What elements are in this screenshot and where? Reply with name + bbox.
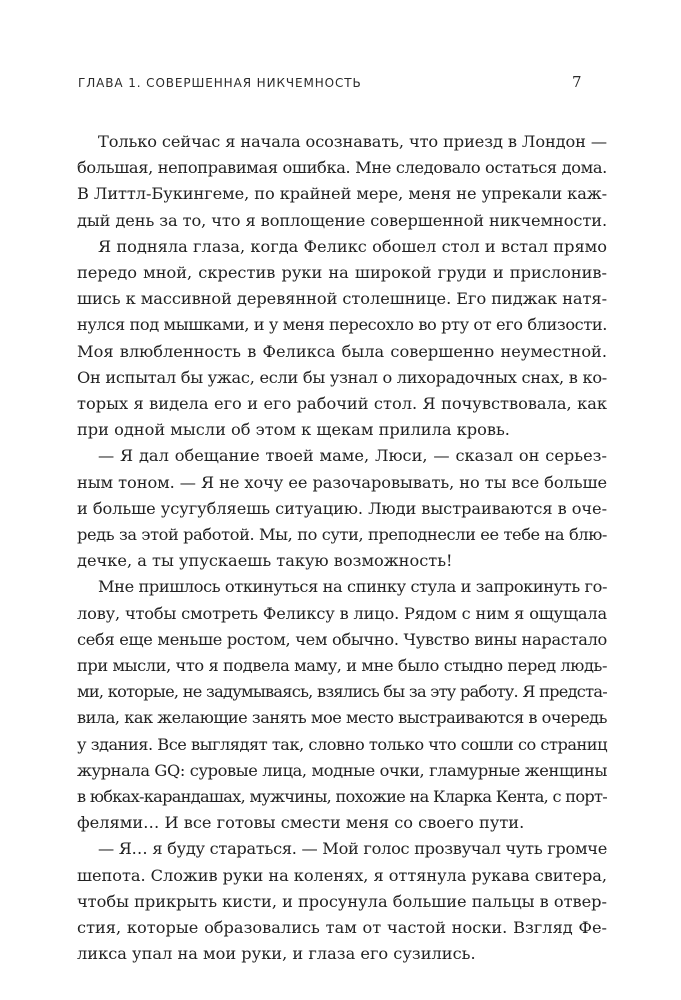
text-line: шепота. Сложив руки на коленях, я оттянула рукава свитера, xyxy=(77,865,607,885)
text-line: вила, как желающие занять мое место выстраиваются в очередь xyxy=(77,708,607,728)
text-line: редь за этой работой. Мы, по сути, преподнесли ее тебе на блю- xyxy=(77,525,607,545)
text-line: фелями… И все готовы смести меня со своего пути. xyxy=(77,813,525,833)
text-line: ным тоном. — Я не хочу ее разочаровывать, но ты все больше xyxy=(77,472,607,492)
text-line: Он испытал бы ужас, если бы узнал о лихорадочных снах, в ко- xyxy=(77,367,607,387)
text-line: при одной мысли об этом к щекам прилила кровь. xyxy=(77,420,510,440)
text-line: при мысли, что я подвела маму, и мне было стыдно перед людь- xyxy=(77,656,608,676)
text-line: и больше усугубляешь ситуацию. Люди выстраиваются в оче- xyxy=(77,498,607,518)
text-line: дечке, а ты упускаешь такую возможность! xyxy=(77,551,453,571)
body-text xyxy=(77,129,607,968)
text-line: В Литтл-Букингеме, по крайней мере, меня не упрекали каж- xyxy=(77,184,607,204)
text-line: Моя влюбленность в Феликса была совершенно неуместной. xyxy=(77,341,607,361)
text-line: журнала GQ: суровые лица, модные очки, гламурные женщины xyxy=(77,760,607,780)
text-line: нулся под мышками, и у меня пересохло во рту от его близости. xyxy=(77,315,607,335)
text-line: торых я видела его и его рабочий стол. Я почувствовала, как xyxy=(77,394,607,414)
text-line: стия, которые образовались там от частой носки. Взгляд Фе- xyxy=(77,918,607,938)
text-line: шись к массивной деревянной столешнице. Его пиджак натя- xyxy=(77,289,607,309)
text-line: Я подняла глаза, когда Феликс обошел стол и встал прямо xyxy=(98,236,607,256)
text-line: передо мной, скрестив руки на широкой груди и прислонив- xyxy=(77,263,607,283)
text-line: лову, чтобы смотреть Феликсу в лицо. Рядом с ним я ощущала xyxy=(77,603,608,623)
text-line: — Я дал обещание твоей маме, Люси, — сказал он серьез- xyxy=(98,446,607,466)
running-head: ГЛАВА 1. СОВЕРШЕННАЯ НИКЧЕМНОСТЬ xyxy=(78,76,362,90)
text-line: у здания. Все выглядят так, словно только что сошли со страниц xyxy=(77,734,608,754)
text-line: ликса упал на мои руки, и глаза его сузились. xyxy=(77,944,476,964)
text-line: чтобы прикрыть кисти, и просунула большие пальцы в отвер- xyxy=(77,891,607,911)
text-line: дый день за то, что я воплощение совершенной никчемности. xyxy=(77,210,608,230)
text-line: — Я… я буду стараться. — Мой голос прозвучал чуть громче xyxy=(98,839,607,859)
text-line: большая, непоправимая ошибка. Мне следовало остаться дома. xyxy=(77,158,607,178)
text-line: ми, которые, не задумываясь, взялись бы за эту работу. Я предста- xyxy=(77,682,607,702)
page-number: 7 xyxy=(572,73,582,91)
text-line: Только сейчас я начала осознавать, что приезд в Лондон — xyxy=(98,132,607,151)
text-line: себя еще меньше ростом, чем обычно. Чувство вины нарастало xyxy=(77,629,607,649)
text-line: Мне пришлось откинуться на спинку стула и запрокинуть го- xyxy=(98,577,608,597)
text-line: в юбках-карандашах, мужчины, похожие на Кларка Кента, с порт- xyxy=(77,787,608,807)
